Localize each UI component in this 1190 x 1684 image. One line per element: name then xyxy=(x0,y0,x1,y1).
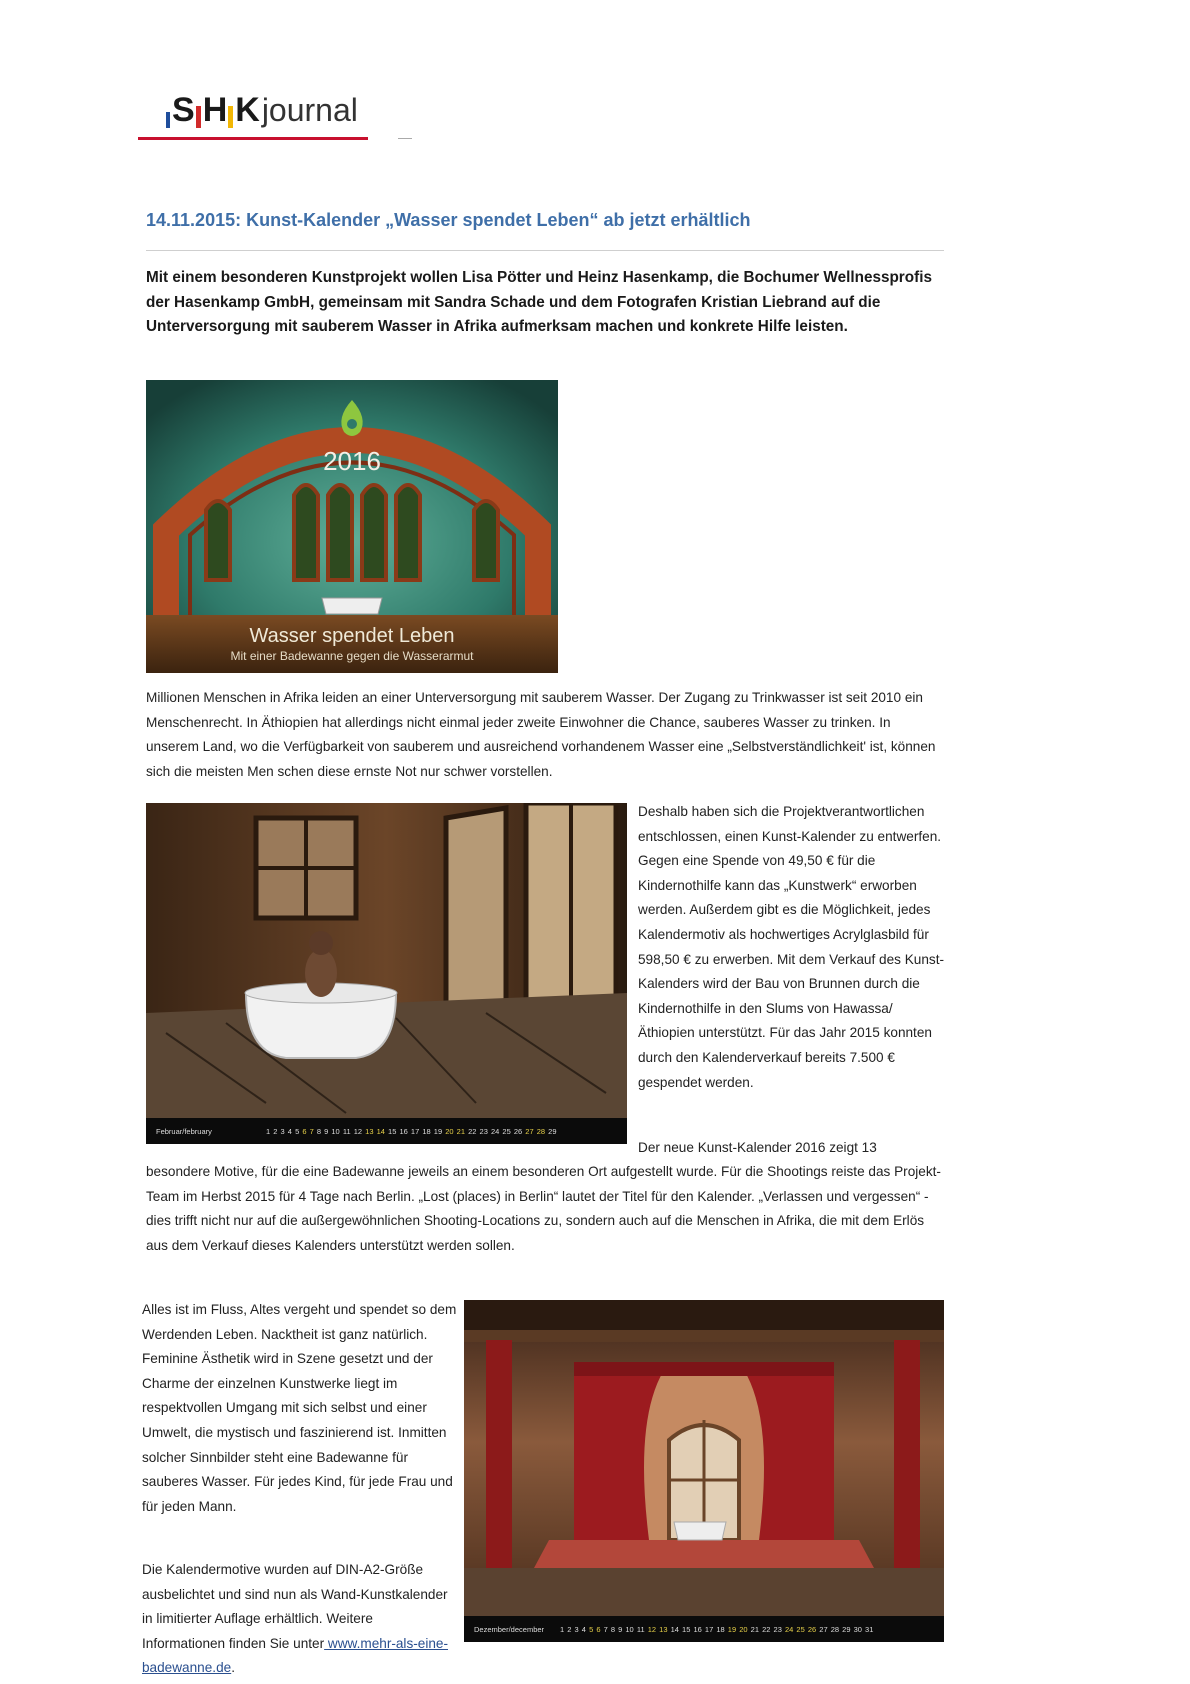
calendar-day: 4 xyxy=(581,1624,586,1634)
calendar-day: 20 xyxy=(445,1126,454,1136)
calendar-day: 11 xyxy=(636,1624,645,1634)
logo-bar-red xyxy=(196,106,201,128)
calendar-day: 2 xyxy=(567,1624,572,1634)
calendar-day: 21 xyxy=(456,1126,465,1136)
calendar-day: 22 xyxy=(762,1624,771,1634)
paragraph-5 xyxy=(142,1558,458,1681)
paragraph-5-text: Die Kalendermotive wurden auf DIN-A2-Größe ausbelichtet und sind nun als Wand-Kunstkalender in limitierter Auflage erhältlich. Weitere Informationen finden Sie unter xyxy=(142,1562,448,1651)
calendar-day: 16 xyxy=(399,1126,408,1136)
calendar-day: 4 xyxy=(287,1126,292,1136)
calendar-day: 27 xyxy=(819,1624,828,1634)
calendar-day: 27 xyxy=(525,1126,534,1136)
paragraph-4: Alles ist im Fluss, Altes vergeht und spendet so dem Werdenden Leben. Nacktheit ist ganz natürlich. Feminine Ästhetik wird in Szene gesetzt und der Charme der einzelnen Kunstwerke liegt im respektvollen Umgang mit sich selbst und einer Umwelt, die mystisch und faszinierend ist. Inmitten solcher Sinnbilder steht eine Badewanne für sauberes Wasser. Für jedes Kind, für jede Frau und für jeden Mann. xyxy=(142,1302,457,1514)
calendar-day: 21 xyxy=(750,1624,759,1634)
calendar-day: 28 xyxy=(536,1126,546,1136)
calendar-day: 5 xyxy=(295,1126,300,1136)
logo-underline-small xyxy=(398,138,412,139)
calendar-day: 12 xyxy=(353,1126,363,1136)
calendar-day: 25 xyxy=(796,1624,805,1634)
calendar-day: 23 xyxy=(479,1126,488,1136)
logo-bar-blue xyxy=(166,112,170,128)
paragraph-3-start: Der neue Kunst-Kalender 2016 zeigt 13 xyxy=(638,1140,877,1155)
calendar-day: 17 xyxy=(704,1624,714,1634)
calendar-day: 1 xyxy=(266,1126,271,1136)
calendar-day: 17 xyxy=(410,1126,420,1136)
december-calendar-strip xyxy=(464,1616,944,1642)
calendar-day: 30 xyxy=(853,1624,862,1634)
calendar-day: 20 xyxy=(739,1624,748,1634)
site-logo[interactable] xyxy=(166,82,358,128)
calendar-day: 24 xyxy=(490,1126,500,1136)
calendar-day: 26 xyxy=(513,1126,523,1136)
calendar-day: 7 xyxy=(309,1126,314,1136)
calendar-cover-image xyxy=(146,380,558,673)
calendar-day: 13 xyxy=(659,1624,668,1634)
calendar-day: 25 xyxy=(502,1126,511,1136)
logo-bar-yellow xyxy=(228,106,233,128)
calendar-day: 22 xyxy=(468,1126,477,1136)
calendar-day: 18 xyxy=(422,1126,431,1136)
calendar-december-image xyxy=(464,1300,944,1642)
december-month-label: Dezember/december xyxy=(474,1624,545,1634)
calendar-day: 15 xyxy=(388,1126,397,1136)
logo-letter-h: H xyxy=(202,91,227,129)
cover-subtitle: Mit einer Badewanne gegen die Wasserarmut xyxy=(230,649,474,663)
calendar-day: 6 xyxy=(302,1126,307,1136)
calendar-day: 26 xyxy=(807,1624,817,1634)
calendar-day: 19 xyxy=(433,1126,443,1136)
paragraph-3: besondere Motive, für die eine Badewanne jeweils an einem besonderen Ort aufgestellt wurde. Für die Shootings reiste das Projekt-Team im Herbst 2015 für 4 Tage nach Berlin. „Lost (places) in Berlin“ lautet der Titel für den Kalender. „Verlassen und vergessen“ - dies trifft nicht nur auf die außergewöhnlichen Shooting-Locations zu, sondern auch auf die Menschen in Afrika, die mit dem Erlös aus dem Verkauf dieses Kalenders unterstützt werden sollen. xyxy=(146,1164,941,1253)
paragraph-5-end: . xyxy=(231,1660,235,1676)
paragraph-1: Millionen Menschen in Afrika leiden an einer Unterversorgung mit sauberem Wasser. Der Zugang zu Trinkwasser ist seit 2010 ein Menschenrecht. In Äthiopien hat allerdings nicht einmal jeder zweite Einwohner die Chance, sauberes Wasser zu trinken. In unserem Land, wo die Verfügbarkeit von sauberem und ausreichend vorhandenem Wasser eine „Selbstverständlichkeit' ist, können sich die meisten Men schen diese ernste Not nur schwer vorstellen. xyxy=(146,690,936,779)
calendar-day: 14 xyxy=(376,1126,385,1136)
headline-divider xyxy=(146,250,944,251)
calendar-day: 24 xyxy=(784,1624,794,1634)
cover-year: 2016 xyxy=(323,446,381,476)
calendar-day: 1 xyxy=(560,1624,565,1634)
logo-word: journal xyxy=(261,92,358,128)
calendar-day: 19 xyxy=(727,1624,737,1634)
february-days xyxy=(266,1127,557,1136)
calendar-day: 13 xyxy=(365,1126,374,1136)
calendar-day: 5 xyxy=(589,1624,594,1634)
calendar-day: 18 xyxy=(716,1624,725,1634)
february-month-label: Februar/february xyxy=(156,1126,212,1136)
calendar-day: 2 xyxy=(273,1126,278,1136)
calendar-day: 31 xyxy=(865,1624,874,1634)
calendar-day: 7 xyxy=(603,1624,608,1634)
cover-title: Wasser spendet Leben xyxy=(249,625,455,647)
logo-letter-k: K xyxy=(235,91,259,129)
calendar-day: 12 xyxy=(647,1624,657,1634)
calendar-february-image xyxy=(146,803,627,1144)
calendar-day: 6 xyxy=(596,1624,601,1634)
february-calendar-strip xyxy=(146,1118,627,1144)
calendar-day: 8 xyxy=(610,1624,616,1634)
calendar-day: 10 xyxy=(625,1624,634,1634)
calendar-day: 28 xyxy=(830,1624,840,1634)
logo-letter-s: S xyxy=(172,91,194,129)
calendar-day: 23 xyxy=(773,1624,782,1634)
calendar-day: 9 xyxy=(618,1624,623,1634)
website-link[interactable]: www.mehr-als-eine-badewanne.de xyxy=(142,1635,449,1676)
article-headline: 14.11.2015: Kunst-Kalender „Wasser spendet Leben“ ab jetzt erhältlich xyxy=(146,210,751,230)
calendar-day: 29 xyxy=(842,1624,851,1634)
december-days xyxy=(560,1625,873,1634)
calendar-day: 9 xyxy=(324,1126,329,1136)
calendar-day: 3 xyxy=(280,1126,285,1136)
article-lead: Mit einem besonderen Kunstprojekt wollen Lisa Pötter und Heinz Hasenkamp, die Bochumer Wellnessprofis der Hasenkamp GmbH, gemeinsam mit Sandra Schade und dem Fotografen Kristian Liebrand auf die Unterversorgung mit sauberem Wasser in Afrika aufmerksam machen und konkrete Hilfe leisten. xyxy=(146,269,932,335)
logo-underline xyxy=(138,137,368,140)
calendar-day: 8 xyxy=(316,1126,322,1136)
calendar-day: 11 xyxy=(342,1126,351,1136)
calendar-day: 14 xyxy=(670,1624,679,1634)
calendar-day: 29 xyxy=(548,1126,557,1136)
calendar-day: 15 xyxy=(682,1624,691,1634)
calendar-day: 10 xyxy=(331,1126,340,1136)
calendar-day: 3 xyxy=(574,1624,579,1634)
paragraph-2: Deshalb haben sich die Projektverantwortlichen entschlossen, einen Kunst-Kalender zu entwerfen. Gegen eine Spende von 49,50 € für die Kindernothilfe kann das „Kunstwerk“ erworben werden. Außerdem gibt es die Möglichkeit, jedes Kalendermotiv als hochwertiges Acrylglasbild für 598,50 € zu erwerben. Mit dem Verkauf des Kunst-Kalenders wird der Bau von Brunnen durch die Kindernothilfe in den Slums von Hawassa/Äthiopien unterstützt. Für das Jahr 2015 konnten durch den Kalenderverkauf bereits 7.500 € gespendet werden. xyxy=(638,804,945,1090)
calendar-day: 16 xyxy=(693,1624,702,1634)
